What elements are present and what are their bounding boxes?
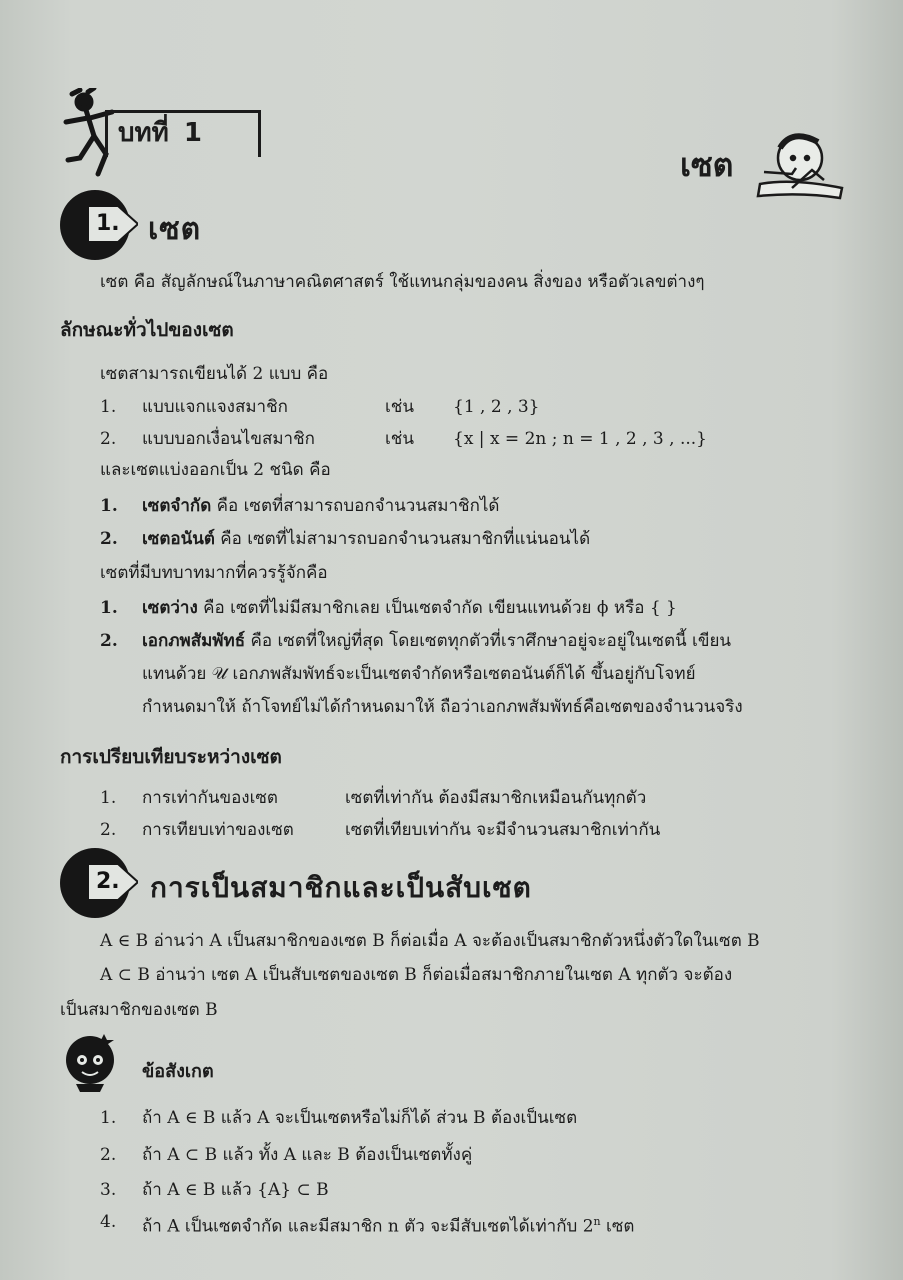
way-row-1	[100, 395, 860, 419]
way-1-example: {1 , 2 , 3}	[453, 397, 540, 417]
compare-row-1	[100, 786, 860, 810]
note-1-text: ถ้า A ∈ B แล้ว A จะเป็นเซตหรือไม่ก็ได้ ส่วน B ต้องเป็นเซต	[142, 1108, 578, 1128]
section-1-intro: เซต คือ สัญลักษณ์ในภาษาคณิตศาสตร์ ใช้แทนกลุ่มของคน สิ่งของ หรือตัวเลขต่างๆ	[100, 272, 705, 292]
important-intro: เซตที่มีบทบาทมากที่ควรรู้จักคือ	[100, 563, 328, 583]
important-2-line1: คือ เซตที่ใหญ่ที่สุด โดยเซตทุกตัวที่เราศึกษาอยู่จะอยู่ในเซตนี้ เขียน	[245, 631, 732, 651]
compare-heading: การเปรียบเทียบระหว่างเซต	[60, 746, 282, 768]
kind-2-term: เซตอนันต์	[142, 529, 215, 549]
section-2-p2b: เป็นสมาชิกของเซต B	[60, 1000, 218, 1020]
important-2-number: 2.	[100, 631, 118, 651]
important-2-term: เอกภพสัมพัทธ์	[142, 631, 246, 651]
compare-1-label: การเท่ากันของเซต	[142, 788, 278, 808]
section-1-badge	[60, 190, 130, 260]
way-row-2	[100, 427, 860, 451]
chapter-title: เซต	[680, 146, 734, 184]
way-1-number: 1.	[100, 397, 117, 417]
important-row-2	[100, 629, 860, 653]
section-2-number: 2.	[96, 869, 120, 894]
section-1-title: เซต	[148, 212, 202, 247]
note-2-number: 2.	[100, 1145, 117, 1165]
important-row-1	[100, 596, 860, 620]
way-2-label: แบบบอกเงื่อนไขสมาชิก	[142, 429, 315, 449]
note-cartoon-icon	[58, 1030, 126, 1094]
important-2-line3: กำหนดมาให้ ถ้าโจทย์ไม่ได้กำหนดมาให้ ถือว่าเอกภพสัมพัทธ์คือเซตของจำนวนจริง	[142, 697, 743, 717]
important-1-desc: คือ เซตที่ไม่มีสมาชิกเลย เป็นเซตจำกัด เขียนแทนด้วย ϕ หรือ { }	[197, 598, 677, 618]
important-1-number: 1.	[100, 598, 118, 618]
chapter-label	[118, 112, 202, 153]
way-2-eg: เช่น	[385, 429, 414, 449]
kind-1-term: เซตจำกัด	[142, 496, 212, 516]
compare-2-label: การเทียบเท่าของเซต	[142, 820, 294, 840]
way-1-eg: เช่น	[385, 397, 414, 417]
note-row-4	[100, 1210, 860, 1237]
way-1-label: แบบแจกแจงสมาชิก	[142, 397, 288, 417]
section-2-p2a: A ⊂ B อ่านว่า เซต A เป็นสับเซตของเซต B ก็ต่อเมื่อสมาชิกภายในเซต A ทุกตัว จะต้อง	[100, 965, 733, 985]
section-2-badge	[60, 848, 130, 918]
note-3-text: ถ้า A ∈ B แล้ว {A} ⊂ B	[142, 1180, 329, 1200]
kind-row-1	[100, 494, 860, 518]
kind-1-number: 1.	[100, 496, 118, 516]
note-3-number: 3.	[100, 1180, 117, 1200]
way-2-example: {x | x = 2n ; n = 1 , 2 , 3 , ...}	[453, 429, 707, 449]
compare-2-number: 2.	[100, 820, 117, 840]
kind-row-2	[100, 527, 860, 551]
important-2-line2: แทนด้วย 𝒰 เอกภพสัมพัทธ์จะเป็นเซตจำกัดหรือเซตอนันต์ก็ได้ ขึ้นอยู่กับโจทย์	[142, 664, 696, 684]
note-4-text-b: เซต	[600, 1216, 635, 1237]
section-1-number: 1.	[96, 211, 120, 236]
compare-1-desc: เซตที่เท่ากัน ต้องมีสมาชิกเหมือนกันทุกตัว	[345, 788, 647, 808]
note-4-number: 4.	[100, 1212, 117, 1232]
note-1-number: 1.	[100, 1108, 117, 1128]
note-row-1	[100, 1106, 860, 1130]
compare-row-2	[100, 818, 860, 842]
way-2-number: 2.	[100, 429, 117, 449]
note-4-text-a: ถ้า A เป็นเซตจำกัด และมีสมาชิก n ตัว จะมีสับเซตได้เท่ากับ 2	[142, 1216, 594, 1237]
note-2-text: ถ้า A ⊂ B แล้ว ทั้ง A และ B ต้องเป็นเซตทั้งคู่	[142, 1145, 473, 1165]
compare-2-desc: เซตที่เทียบเท่ากัน จะมีจำนวนสมาชิกเท่ากัน	[345, 820, 661, 840]
notes-heading: ข้อสังเกต	[142, 1061, 214, 1082]
thinking-cartoon-icon	[752, 122, 847, 204]
chapter-word: บทที่	[118, 118, 169, 148]
kind-2-desc: คือ เซตที่ไม่สามารถบอกจำนวนสมาชิกที่แน่นอนได้	[214, 529, 591, 549]
kinds-intro: และเซตแบ่งออกเป็น 2 ชนิด คือ	[100, 460, 331, 480]
kind-2-number: 2.	[100, 529, 118, 549]
compare-1-number: 1.	[100, 788, 117, 808]
important-1-term: เซตว่าง	[142, 598, 198, 618]
section-2-title: การเป็นสมาชิกและเป็นสับเซต	[150, 871, 532, 904]
note-row-3	[100, 1178, 860, 1202]
note-4-exponent: n	[593, 1215, 601, 1228]
note-row-2	[100, 1143, 860, 1167]
section-2-p1: A ∈ B อ่านว่า A เป็นสมาชิกของเซต B ก็ต่อเมื่อ A จะต้องเป็นสมาชิกตัวหนึ่งตัวใดในเซต B	[100, 931, 760, 951]
kind-1-desc: คือ เซตที่สามารถบอกจำนวนสมาชิกได้	[211, 496, 500, 516]
write-ways-intro: เซตสามารถเขียนได้ 2 แบบ คือ	[100, 364, 329, 384]
chapter-number: 1	[183, 118, 202, 148]
general-heading: ลักษณะทั่วไปของเซต	[60, 319, 234, 341]
